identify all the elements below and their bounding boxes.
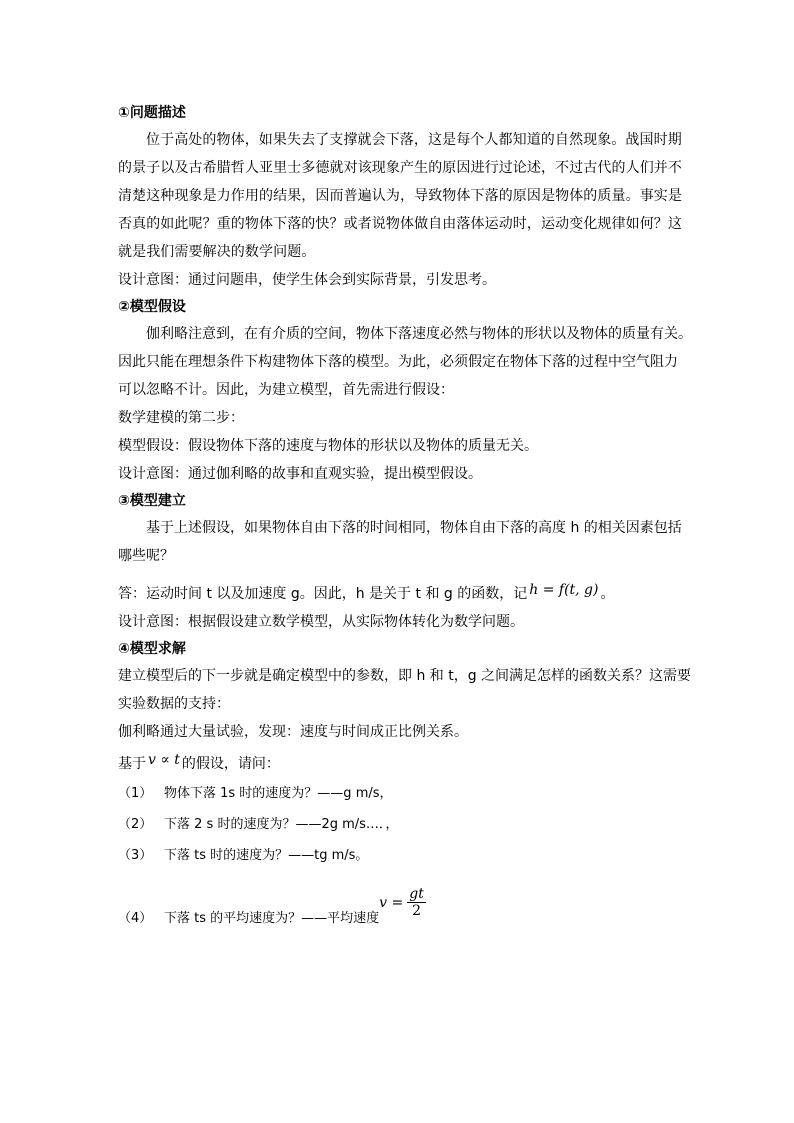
item-text: 下落 ts 的平均速度为？——平均速度 <box>164 911 380 926</box>
answer-line <box>118 576 682 608</box>
proportional-formula: v ∝ t <box>148 752 180 768</box>
paragraph-line: 的景子以及古希腊哲人亚里士多德就对该现象产生的原因进行过论述，不过古代的人们并不 <box>118 160 682 176</box>
item-number: （4） <box>118 911 153 926</box>
list-item <box>118 778 682 809</box>
list-item <box>118 840 682 871</box>
assumption-paragraph <box>118 320 692 404</box>
paragraph-line: 位于高处的物体，如果失去了支撑就会下落，这是每个人都知道的自然现象。战国时期 <box>146 132 682 148</box>
list-item <box>118 809 682 840</box>
basis-suffix: 的假设，请问： <box>181 756 280 772</box>
answer-text: 答：运动时间 t 以及加速度 g。因此，h 是关于 t 和 g 的函数，记 <box>118 586 528 602</box>
item-number: （2） <box>118 816 153 832</box>
section-heading-assumption: ②模型假设 <box>118 299 186 315</box>
function-formula: h = f(t, g) <box>529 582 599 598</box>
section-heading-problem: ①问题描述 <box>118 105 186 121</box>
model-assumption: 模型假设：假设物体下落的速度与物体的形状以及物体的质量无关。 <box>118 438 538 454</box>
section-heading-model-building: ③模型建立 <box>118 493 186 509</box>
paragraph-line: 建立模型后的下一步就是确定模型中的参数，即 h 和 t，g 之间满足怎样的函数关系？这需要 <box>118 668 692 684</box>
paragraph-line: 伽利略注意到，在有介质的空间，物体下落速度必然与物体的形状以及物体的质量有关。 <box>146 326 692 342</box>
answer-suffix: 。 <box>600 586 615 602</box>
model-building-paragraph <box>118 514 682 570</box>
item-text: 下落 2 s 时的速度为？——2g m/s…．， <box>164 816 399 832</box>
list-item <box>118 871 682 937</box>
item-number: （1） <box>118 785 153 801</box>
basis-prefix: 基于 <box>118 756 146 772</box>
item-number: （3） <box>118 847 153 863</box>
design-intent: 设计意图：根据假设建立数学模型，从实际物体转化为数学问题。 <box>118 614 524 630</box>
document-page <box>118 100 692 937</box>
section-heading-solution: ④模型求解 <box>118 641 186 657</box>
item-text: 下落 ts 时的速度为？——tg m/s。 <box>164 847 369 863</box>
basis-line <box>118 746 682 778</box>
fraction-numerator: gt <box>409 886 424 902</box>
design-intent: 设计意图：通过伽利略的故事和直观实验，提出模型假设。 <box>118 466 482 482</box>
fraction-denominator: 2 <box>412 903 421 919</box>
paragraph-line: 否真的如此呢？重的物体下落的快？或者说物体做自由落体运动时，运动变化规律如何？这 <box>118 216 682 232</box>
formula-lhs: v = <box>379 894 404 911</box>
design-intent: 设计意图：通过问题串，使学生体会到实际背景，引发思考。 <box>118 272 496 288</box>
paragraph-line: 实验数据的支持： <box>118 696 230 712</box>
modeling-step: 数学建模的第二步： <box>118 410 244 426</box>
paragraph-line: 就是我们需要解决的数学问题。 <box>118 244 316 260</box>
paragraph-line: 清楚这种现象是力作用的结果，因而普遍认为，导致物体下落的原因是物体的质量。事实是 <box>118 188 682 204</box>
solution-paragraph <box>118 662 692 718</box>
average-speed-formula <box>379 886 426 919</box>
paragraph-line: 基于上述假设，如果物体自由下落的时间相同，物体自由下落的高度 h 的相关因素包括 <box>146 520 682 536</box>
paragraph-line: 可以忽略不计。因此，为建立模型，首先需进行假设： <box>118 382 454 398</box>
paragraph-line: 因此只能在理想条件下构建物体下落的模型。为此，必须假定在物体下落的过程中空气阻力 <box>118 354 678 370</box>
problem-paragraph <box>118 126 682 266</box>
item-text: 物体下落 1s 时的速度为？——g m/s， <box>164 785 393 801</box>
galileo-finding: 伽利略通过大量试验，发现：速度与时间成正比例关系。 <box>118 724 468 740</box>
paragraph-line: 哪些呢？ <box>118 548 174 564</box>
fraction <box>407 886 426 919</box>
